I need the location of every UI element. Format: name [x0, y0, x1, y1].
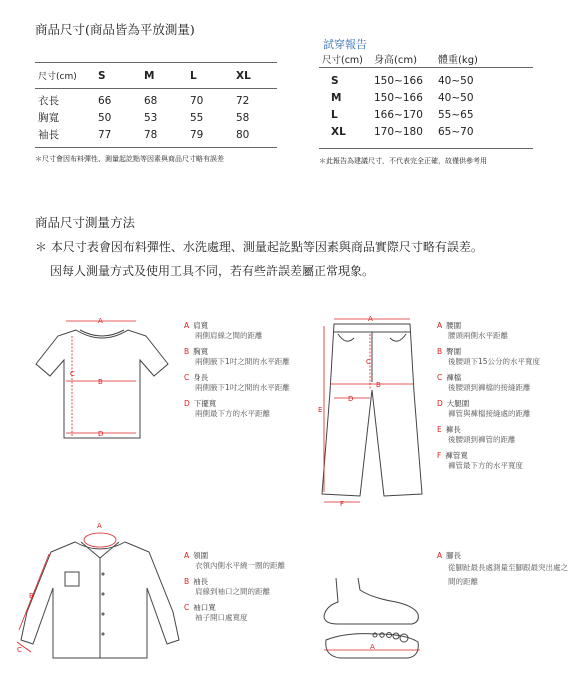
cell: S [331, 74, 339, 87]
label-a: A [98, 317, 103, 325]
label-b: B [376, 381, 381, 389]
cell: 150~166 [374, 74, 423, 87]
header-cell: M [144, 69, 155, 82]
list-item: B 臀圍 後腰頭下15公分的水平寬度 [437, 347, 541, 366]
list-item: D 大腿圍 褲管與褲檔接縫處的距離 [437, 399, 531, 418]
trial-report-title: 試穿報告 [323, 38, 367, 51]
trial-report-header-row [322, 50, 508, 67]
size-chart-note: ＊尺寸會因布料彈性、測量起訖點等因素與商品尺寸略有誤差 [35, 155, 224, 163]
label-e: E [318, 406, 323, 414]
cell: 77 [98, 128, 112, 141]
cell: 40~50 [438, 91, 474, 104]
header-cell: L [190, 69, 197, 82]
list-item: F 褲管寬 褲管最下方的水平寬度 [437, 451, 523, 470]
cell: L [331, 108, 338, 121]
foot-diagram [316, 560, 426, 668]
cell: 68 [144, 94, 158, 107]
cell: 50 [98, 111, 112, 124]
list-item: B 胸寬 兩側腋下1吋之間的水平距離 [184, 347, 290, 366]
label-a: A [368, 315, 373, 323]
cell: 65~70 [438, 125, 474, 138]
list-item: C 袖口寬 袖子開口處寬度 [184, 603, 248, 622]
table-row [38, 92, 276, 109]
label-c: C [70, 370, 75, 378]
cell: 79 [190, 128, 204, 141]
row-label: 胸寬 [38, 112, 59, 124]
tshirt-diagram [28, 312, 178, 447]
table-row [38, 126, 276, 143]
cell: M [331, 91, 342, 104]
cell: 40~50 [438, 74, 474, 87]
cell: 55 [190, 111, 204, 124]
pants-diagram [312, 312, 432, 512]
trial-report-table [322, 50, 508, 140]
table-row [322, 123, 508, 140]
tshirt-legend [184, 321, 314, 425]
header-cell: S [98, 69, 106, 82]
list-item: E 褲長 後腰頭到褲管的距離 [437, 425, 516, 444]
list-item: A 領圍 衣領內側水平繞一圈的距離 [184, 551, 285, 570]
size-chart-header-row [38, 67, 276, 84]
cell: 55~65 [438, 108, 474, 121]
cell: 70 [190, 94, 204, 107]
size-chart-title: 商品尺寸(商品皆為平放測量) [35, 22, 195, 37]
label-f: F [340, 500, 345, 508]
method-line-2: 因每人測量方式及使用工具不同，若有些許誤差屬正常現象。 [50, 264, 375, 278]
table-row [322, 89, 508, 106]
cell: 170~180 [374, 125, 423, 138]
foot-side-outline [324, 578, 418, 624]
size-chart-table [38, 67, 276, 143]
label-d: D [98, 430, 104, 438]
cell: 150~166 [374, 91, 423, 104]
cell: 78 [144, 128, 158, 141]
table-row [38, 109, 276, 126]
list-item: D 下擺寬 兩側最下方的水平距離 [184, 399, 270, 418]
label-c: C [366, 358, 371, 366]
cell: 166~170 [374, 108, 423, 121]
label-a: A [370, 643, 375, 651]
row-label: 衣長 [38, 95, 59, 107]
header-cell: 尺寸(cm) [38, 72, 77, 82]
cell: 80 [236, 128, 250, 141]
row-label: 袖長 [38, 129, 59, 141]
header-cell: 體重(kg) [438, 55, 478, 66]
foot-legend [437, 551, 572, 595]
header-cell: 身高(cm) [374, 55, 418, 66]
trial-report-note: ＊此報告為建議尺寸，不代表完全正確，故僅供參考用 [319, 157, 487, 165]
size-chart-bottom-rule [35, 147, 277, 148]
label-b: B [98, 378, 103, 386]
cell: 72 [236, 94, 250, 107]
label-a: A [97, 522, 102, 530]
list-item: C 身長 兩側腋下1吋之間的水平距離 [184, 373, 290, 392]
shirt-legend [184, 551, 314, 629]
pants-legend [437, 321, 572, 477]
list-item: B 袖長 肩線到袖口之間的距離 [184, 577, 270, 596]
trial-report-bottom-rule [319, 148, 533, 149]
cell: 58 [236, 111, 250, 124]
cell: 66 [98, 94, 112, 107]
list-item: A 腳長 從腳趾最長處測量至腳跟最突出處之間的距離 [437, 551, 568, 586]
cell: 53 [144, 111, 158, 124]
label-c: C [17, 646, 22, 654]
cell: XL [331, 125, 346, 138]
label-d: D [348, 395, 354, 403]
label-b: B [29, 592, 34, 600]
table-row [322, 106, 508, 123]
header-cell: 尺寸(cm) [322, 54, 363, 66]
list-item: C 褲檔 後腰頭到褲檔的接縫距離 [437, 373, 531, 392]
size-chart-top-rule [35, 62, 277, 63]
shirt-diagram [5, 512, 185, 662]
list-item: A 肩寬 兩側肩線之間的距離 [184, 321, 263, 340]
list-item: A 腰圍 腰頭兩側水平距離 [437, 321, 508, 340]
table-row [322, 72, 508, 89]
method-line-1: ＊ 本尺寸表會因布料彈性、水洗處理、測量起訖點等因素與商品實際尺寸略有誤差。 [35, 240, 483, 254]
header-cell: XL [236, 69, 251, 82]
method-title: 商品尺寸測量方法 [35, 215, 136, 230]
